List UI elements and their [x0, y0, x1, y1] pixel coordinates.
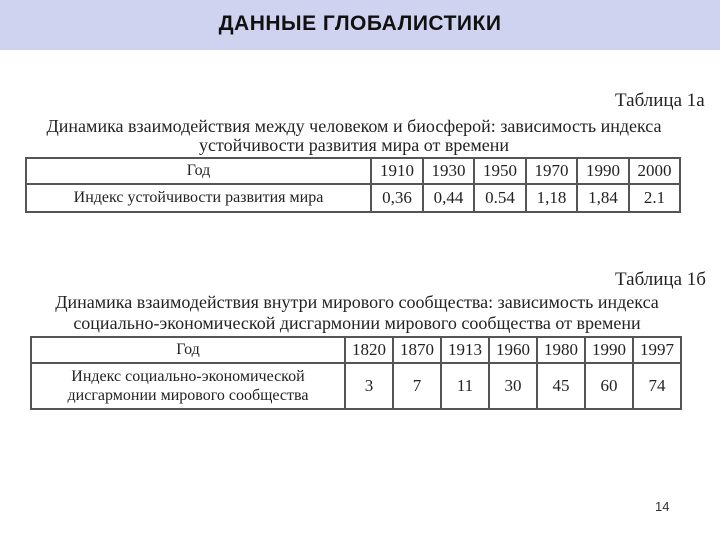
table-a-year: 2000 [629, 158, 680, 184]
table-a-year: 1910 [371, 158, 423, 184]
table-b-value: 45 [537, 363, 585, 409]
table-b-row-label [31, 363, 345, 409]
table-a-caption-line1: Динамика взаимодействия между человеком и биосферой: зависимость индекса [46, 116, 662, 136]
table-b-caption-line1: Динамика взаимодействия внутри мирового сообщества: зависимость индекса [55, 292, 659, 312]
table-b-year: 1997 [633, 337, 681, 363]
table-b-year: 1980 [537, 337, 585, 363]
table-a-value: 2.1 [629, 184, 680, 212]
table-a-value: 0,36 [371, 184, 423, 212]
slide-title: ДАННЫЕ ГЛОБАЛИСТИКИ [218, 12, 502, 35]
table-a [25, 157, 681, 213]
table-a-year: 1930 [423, 158, 474, 184]
table-b-value: 74 [633, 363, 681, 409]
table-b-year: 1913 [441, 337, 489, 363]
table-b-row-label-line1: Индекс социально-экономической [71, 368, 305, 385]
table-b-year: 1990 [585, 337, 633, 363]
page-number: 14 [655, 499, 670, 514]
table-b-value: 3 [345, 363, 393, 409]
table-b-header-row [31, 337, 681, 363]
table-a-row-label: Индекс устойчивости развития мира [26, 184, 371, 212]
table-a-caption-line2: устойчивости развития мира от времени [198, 135, 510, 155]
table-a-value: 0,44 [423, 184, 474, 212]
table-b-value: 30 [489, 363, 537, 409]
table-b-value: 11 [441, 363, 489, 409]
table-b-label: Таблица 1б [615, 269, 706, 290]
table-b-year: 1870 [393, 337, 441, 363]
table-a-header-row [26, 158, 680, 184]
table-a-year: 1970 [526, 158, 577, 184]
table-a-header-label: Год [26, 158, 371, 184]
table-b [30, 336, 682, 410]
table-b-year: 1960 [489, 337, 537, 363]
table-a-value: 0.54 [474, 184, 526, 212]
table-b-value: 60 [585, 363, 633, 409]
table-a-value-row [26, 184, 680, 212]
table-a-value: 1,18 [526, 184, 577, 212]
table-b-value-row [31, 363, 681, 409]
table-b-caption-line2: социально-экономической дисгармонии мирового сообщества от времени [73, 313, 641, 333]
table-b-header-label: Год [31, 337, 345, 363]
table-b-row-label-line2: дисгармонии мирового сообщества [67, 387, 309, 404]
table-b-value: 7 [393, 363, 441, 409]
table-b-year: 1820 [345, 337, 393, 363]
table-a-label: Таблица 1а [615, 90, 705, 111]
table-a-value: 1,84 [577, 184, 629, 212]
table-a-year: 1950 [474, 158, 526, 184]
table-a-year: 1990 [577, 158, 629, 184]
